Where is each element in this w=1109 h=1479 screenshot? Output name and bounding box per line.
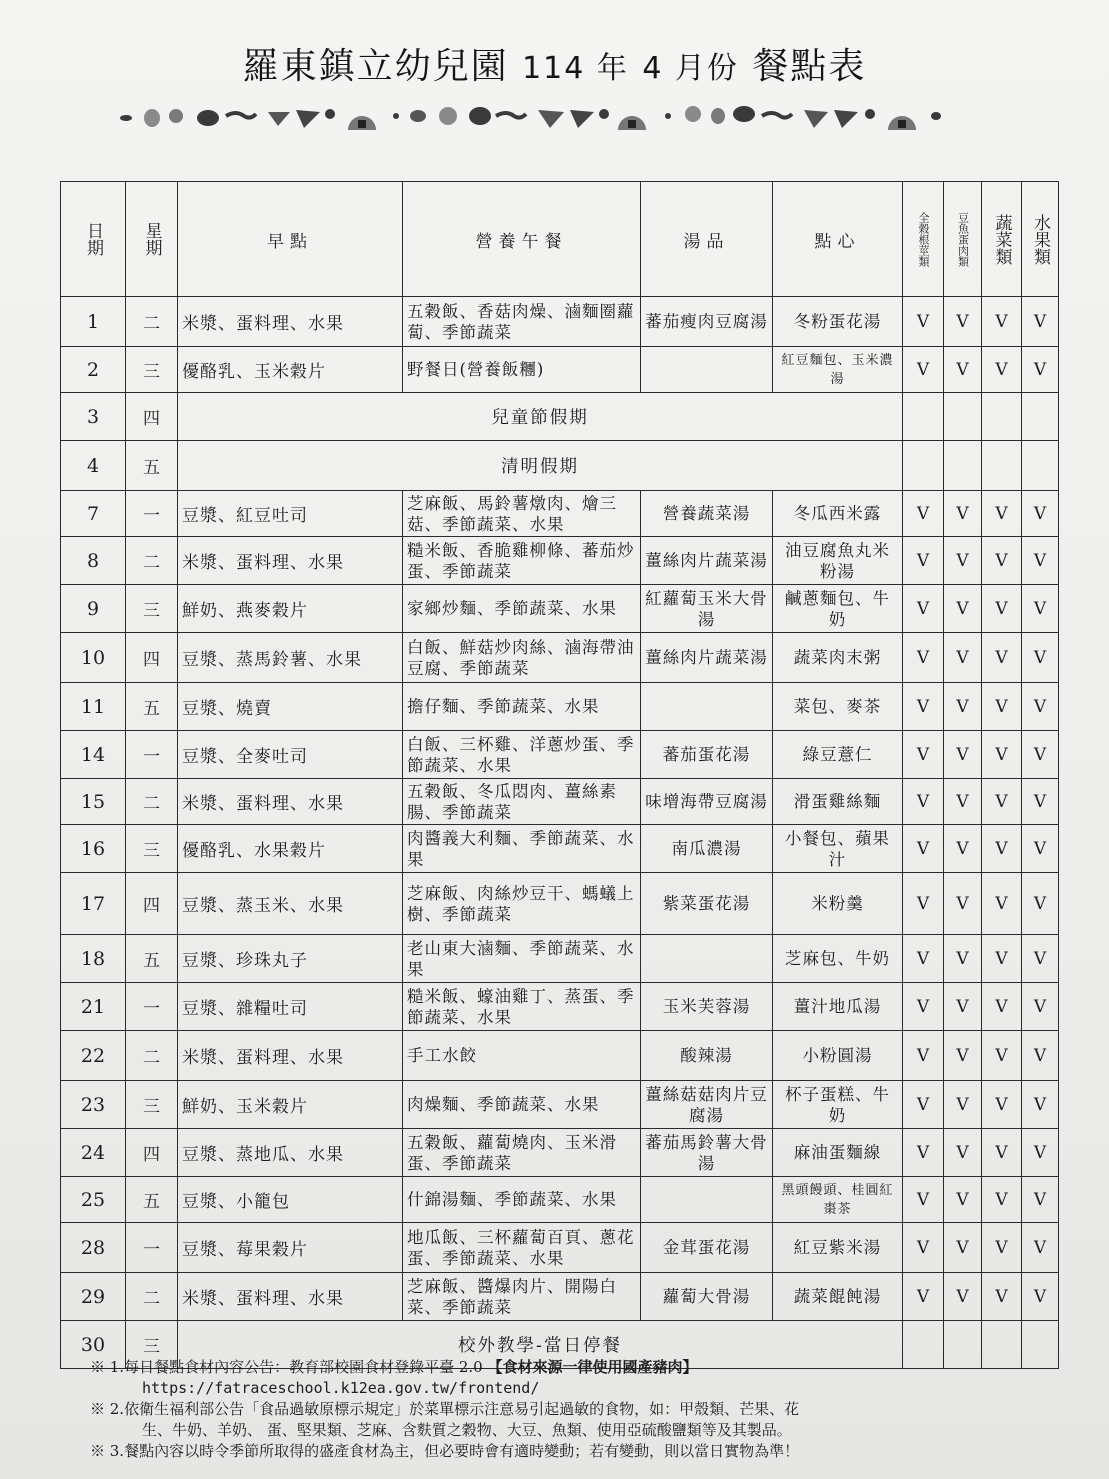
cell-check-protein: V — [944, 683, 982, 731]
cell-date: 3 — [61, 393, 126, 441]
cell-check-protein: V — [944, 1031, 982, 1081]
cell-breakfast: 鮮奶、燕麥穀片 — [178, 585, 403, 633]
cell-lunch: 肉燥麵、季節蔬菜、水果 — [403, 1081, 641, 1129]
cell-breakfast: 豆漿、莓果穀片 — [178, 1223, 403, 1273]
cell-check-vegetables: V — [982, 633, 1022, 683]
cell-check-grains: V — [903, 1177, 944, 1223]
cell-soup: 蕃茄蛋花湯 — [641, 731, 773, 779]
cell-lunch: 芝麻飯、馬鈴薯燉肉、燴三菇、季節蔬菜、水果 — [403, 491, 641, 537]
cell-check-vegetables: V — [982, 935, 1022, 983]
cell-check-grains: V — [903, 297, 944, 347]
decorative-border — [118, 100, 948, 136]
cell-soup: 蕃茄馬鈴薯大骨湯 — [641, 1129, 773, 1177]
table-row — [61, 1081, 1059, 1129]
note-2-line-1: ※ 2.依衛生福利部公告「食品過敏原標示規定」於菜單標示注意易引起過敏的食物，如：甲殼類、芒果、花 — [90, 1400, 800, 1418]
cell-soup: 薑絲肉片蔬菜湯 — [641, 537, 773, 585]
cell-date: 2 — [61, 347, 126, 393]
cell-check-vegetables: V — [982, 983, 1022, 1031]
cell-lunch: 糙米飯、香脆雞柳條、蕃茄炒蛋、季節蔬菜 — [403, 537, 641, 585]
cell-check-vegetables: V — [982, 1177, 1022, 1223]
table-row — [61, 585, 1059, 633]
cell-weekday: 一 — [126, 731, 178, 779]
table-row — [61, 537, 1059, 585]
cell-check-protein: V — [944, 537, 982, 585]
cell-check-fruit: V — [1022, 1177, 1059, 1223]
cell-check-vegetables: V — [982, 873, 1022, 935]
cell-snack: 杯子蛋糕、牛奶 — [773, 1081, 903, 1129]
cell-lunch: 五穀飯、冬瓜悶肉、薑絲素腸、季節蔬菜 — [403, 779, 641, 825]
cell-check-grains: V — [903, 935, 944, 983]
cell-breakfast: 優酪乳、水果穀片 — [178, 825, 403, 873]
cell-check-vegetables: V — [982, 347, 1022, 393]
header-soup: 湯品 — [641, 182, 773, 297]
table-row — [61, 1177, 1059, 1223]
cell-check-fruit: V — [1022, 537, 1059, 585]
cell-check-grains: V — [903, 1223, 944, 1273]
title-year: 114 年 — [522, 51, 629, 86]
table-row — [61, 491, 1059, 537]
cell-check-protein: V — [944, 935, 982, 983]
cell-check-protein: V — [944, 1129, 982, 1177]
cell-weekday: 五 — [126, 935, 178, 983]
cell-snack: 冬瓜西米露 — [773, 491, 903, 537]
cell-check-grains: V — [903, 983, 944, 1031]
cell-check-protein: V — [944, 633, 982, 683]
cell-check-fruit: V — [1022, 731, 1059, 779]
table-row — [61, 1223, 1059, 1273]
cell-date: 7 — [61, 491, 126, 537]
cell-soup: 蕃茄瘦肉豆腐湯 — [641, 297, 773, 347]
note-1-emphasis: 【食材來源一律使用國產豬肉】 — [487, 1358, 698, 1376]
cell-check-vegetables: V — [982, 825, 1022, 873]
cell-check-protein: V — [944, 297, 982, 347]
cell-check-protein: V — [944, 1177, 982, 1223]
cell-lunch: 手工水餃 — [403, 1031, 641, 1081]
cell-soup: 薑絲菇菇肉片豆腐湯 — [641, 1081, 773, 1129]
header-vegetables: 蔬菜類 — [982, 182, 1022, 297]
cell-soup: 薑絲肉片蔬菜湯 — [641, 633, 773, 683]
cell-check-grains: V — [903, 1031, 944, 1081]
cell-date: 30 — [61, 1321, 126, 1369]
cell-lunch: 擔仔麵、季節蔬菜、水果 — [403, 683, 641, 731]
menu-table — [60, 181, 1059, 1369]
cell-check-grains: V — [903, 585, 944, 633]
cell-lunch: 老山東大滷麵、季節蔬菜、水果 — [403, 935, 641, 983]
cell-check-fruit — [1022, 393, 1059, 441]
cell-date: 17 — [61, 873, 126, 935]
cell-snack: 蔬菜肉末粥 — [773, 633, 903, 683]
cell-snack: 蔬菜餛飩湯 — [773, 1273, 903, 1321]
cell-snack: 菜包、麥茶 — [773, 683, 903, 731]
cell-lunch: 糙米飯、蠔油雞丁、蒸蛋、季節蔬菜、水果 — [403, 983, 641, 1031]
cell-date: 11 — [61, 683, 126, 731]
cell-date: 15 — [61, 779, 126, 825]
note-2-line-2: 生、牛奶、羊奶、 蛋、堅果類、芝麻、含麩質之穀物、大豆、魚類、使用亞硫酸鹽類等及其製品。 — [142, 1421, 792, 1439]
cell-snack: 芝麻包、牛奶 — [773, 935, 903, 983]
cell-check-protein — [944, 441, 982, 491]
cell-lunch: 家鄉炒麵、季節蔬菜、水果 — [403, 585, 641, 633]
table-row — [61, 983, 1059, 1031]
cell-check-grains: V — [903, 1273, 944, 1321]
cell-lunch: 野餐日(營養飯糰) — [403, 347, 641, 393]
cell-snack: 油豆腐魚丸米粉湯 — [773, 537, 903, 585]
cell-check-grains: V — [903, 683, 944, 731]
cell-check-vegetables: V — [982, 1081, 1022, 1129]
header-protein: 豆魚蛋肉類 — [944, 182, 982, 297]
table-row — [61, 347, 1059, 393]
cell-check-protein: V — [944, 585, 982, 633]
table-row — [61, 731, 1059, 779]
cell-check-fruit: V — [1022, 633, 1059, 683]
table-row — [61, 1031, 1059, 1081]
cell-check-vegetables: V — [982, 1031, 1022, 1081]
cell-holiday-note: 校外教學-當日停餐 — [178, 1321, 903, 1369]
cell-weekday: 五 — [126, 1177, 178, 1223]
cell-weekday: 四 — [126, 1129, 178, 1177]
note-1 — [90, 1357, 1080, 1378]
cell-breakfast: 豆漿、珍珠丸子 — [178, 935, 403, 983]
cell-check-fruit: V — [1022, 1031, 1059, 1081]
cell-check-vegetables: V — [982, 297, 1022, 347]
cell-snack: 紅豆紫米湯 — [773, 1223, 903, 1273]
cell-check-vegetables — [982, 393, 1022, 441]
cell-check-grains: V — [903, 779, 944, 825]
cell-soup — [641, 935, 773, 983]
header-lunch: 營養午餐 — [403, 182, 641, 297]
cell-snack: 小餐包、蘋果汁 — [773, 825, 903, 873]
cell-soup: 南瓜濃湯 — [641, 825, 773, 873]
title-month: 4 月份 — [642, 51, 739, 86]
cell-check-vegetables: V — [982, 731, 1022, 779]
cell-check-fruit: V — [1022, 935, 1059, 983]
cell-weekday: 五 — [126, 683, 178, 731]
cell-soup — [641, 683, 773, 731]
cell-check-fruit: V — [1022, 983, 1059, 1031]
cell-check-grains: V — [903, 1129, 944, 1177]
cell-breakfast: 米漿、蛋料理、水果 — [178, 537, 403, 585]
title-sub: 餐點表 — [752, 46, 867, 87]
cell-check-vegetables: V — [982, 779, 1022, 825]
cell-check-protein: V — [944, 983, 982, 1031]
cell-soup: 玉米芙蓉湯 — [641, 983, 773, 1031]
cell-check-vegetables: V — [982, 1129, 1022, 1177]
cell-lunch: 白飯、三杯雞、洋蔥炒蛋、季節蔬菜、水果 — [403, 731, 641, 779]
cell-weekday: 四 — [126, 393, 178, 441]
cell-date: 28 — [61, 1223, 126, 1273]
cell-check-grains — [903, 393, 944, 441]
cell-date: 10 — [61, 633, 126, 683]
cell-weekday: 三 — [126, 585, 178, 633]
table-row — [61, 683, 1059, 731]
cell-check-protein — [944, 393, 982, 441]
cell-weekday: 四 — [126, 633, 178, 683]
cell-weekday: 二 — [126, 1273, 178, 1321]
cell-weekday: 四 — [126, 873, 178, 935]
cell-lunch: 五穀飯、香菇肉燥、滷麵圈蘿蔔、季節蔬菜 — [403, 297, 641, 347]
cell-weekday: 二 — [126, 1031, 178, 1081]
cell-snack: 冬粉蛋花湯 — [773, 297, 903, 347]
menu-body — [61, 297, 1059, 1369]
cell-breakfast: 鮮奶、玉米穀片 — [178, 1081, 403, 1129]
cell-lunch: 地瓜飯、三杯蘿蔔百頁、蔥花蛋、季節蔬菜、水果 — [403, 1223, 641, 1273]
cell-check-fruit: V — [1022, 1223, 1059, 1273]
cell-date: 25 — [61, 1177, 126, 1223]
cell-date: 4 — [61, 441, 126, 491]
cell-check-protein: V — [944, 825, 982, 873]
cell-breakfast: 米漿、蛋料理、水果 — [178, 1273, 403, 1321]
header-weekday: 星期 — [126, 182, 178, 297]
cell-check-grains: V — [903, 633, 944, 683]
cell-check-grains: V — [903, 537, 944, 585]
cell-check-grains — [903, 441, 944, 491]
note-1-url: https://fatraceschool.k12ea.gov.tw/frontend/ — [142, 1379, 540, 1397]
cell-breakfast: 米漿、蛋料理、水果 — [178, 779, 403, 825]
cell-check-protein: V — [944, 731, 982, 779]
cell-soup: 金茸蛋花湯 — [641, 1223, 773, 1273]
cell-check-fruit: V — [1022, 1273, 1059, 1321]
cell-check-grains: V — [903, 731, 944, 779]
cell-check-fruit: V — [1022, 873, 1059, 935]
cell-check-protein: V — [944, 347, 982, 393]
cell-weekday: 二 — [126, 779, 178, 825]
cell-check-fruit: V — [1022, 1129, 1059, 1177]
cell-weekday: 一 — [126, 491, 178, 537]
table-row — [61, 297, 1059, 347]
cell-check-fruit: V — [1022, 1081, 1059, 1129]
cell-weekday: 三 — [126, 347, 178, 393]
table-row — [61, 935, 1059, 983]
notes — [90, 1357, 1080, 1462]
cell-check-grains: V — [903, 347, 944, 393]
cell-lunch: 芝麻飯、肉絲炒豆干、螞蟻上樹、季節蔬菜 — [403, 873, 641, 935]
cell-date: 14 — [61, 731, 126, 779]
cell-lunch: 五穀飯、蘿蔔燒肉、玉米滑蛋、季節蔬菜 — [403, 1129, 641, 1177]
cell-lunch: 肉醬義大利麵、季節蔬菜、水果 — [403, 825, 641, 873]
cell-breakfast: 豆漿、小籠包 — [178, 1177, 403, 1223]
cell-check-fruit: V — [1022, 779, 1059, 825]
cell-date: 21 — [61, 983, 126, 1031]
cell-snack: 米粉羹 — [773, 873, 903, 935]
table-row — [61, 1129, 1059, 1177]
cell-snack: 麻油蛋麵線 — [773, 1129, 903, 1177]
cell-snack: 小粉圓湯 — [773, 1031, 903, 1081]
table-row — [61, 441, 1059, 491]
cell-lunch: 芝麻飯、醬爆肉片、開陽白菜、季節蔬菜 — [403, 1273, 641, 1321]
cell-date: 1 — [61, 297, 126, 347]
cell-breakfast: 豆漿、雜糧吐司 — [178, 983, 403, 1031]
cell-soup: 酸辣湯 — [641, 1031, 773, 1081]
cell-lunch: 白飯、鮮菇炒肉絲、滷海帶油豆腐、季節蔬菜 — [403, 633, 641, 683]
cell-soup: 紫菜蛋花湯 — [641, 873, 773, 935]
cell-date: 9 — [61, 585, 126, 633]
table-row — [61, 1273, 1059, 1321]
cell-weekday: 三 — [126, 1081, 178, 1129]
cell-soup — [641, 347, 773, 393]
cell-check-fruit: V — [1022, 297, 1059, 347]
cell-check-protein: V — [944, 1223, 982, 1273]
table-row — [61, 393, 1059, 441]
page-title — [0, 38, 1109, 89]
cell-weekday: 三 — [126, 825, 178, 873]
cell-soup: 營養蔬菜湯 — [641, 491, 773, 537]
title-kindergarten: 羅東鎮立幼兒園 — [242, 46, 509, 87]
cell-check-grains: V — [903, 825, 944, 873]
cell-check-protein: V — [944, 873, 982, 935]
cell-check-fruit — [1022, 441, 1059, 491]
cell-date: 16 — [61, 825, 126, 873]
table-row — [61, 873, 1059, 935]
cell-check-protein: V — [944, 779, 982, 825]
cell-breakfast: 豆漿、蒸馬鈴薯、水果 — [178, 633, 403, 683]
cell-snack: 薑汁地瓜湯 — [773, 983, 903, 1031]
cell-snack: 鹹蔥麵包、牛奶 — [773, 585, 903, 633]
cell-weekday: 二 — [126, 297, 178, 347]
note-1-text: ※ 1.每日餐點食材內容公告：教育部校園食材登錄平臺 2.0 — [90, 1358, 483, 1376]
cell-holiday-note: 清明假期 — [178, 441, 903, 491]
cell-date: 8 — [61, 537, 126, 585]
header-snack: 點心 — [773, 182, 903, 297]
cell-snack: 滑蛋雞絲麵 — [773, 779, 903, 825]
cell-check-vegetables: V — [982, 683, 1022, 731]
cell-check-protein: V — [944, 1273, 982, 1321]
cell-date: 18 — [61, 935, 126, 983]
cell-check-vegetables — [982, 441, 1022, 491]
cell-breakfast: 豆漿、蒸地瓜、水果 — [178, 1129, 403, 1177]
cell-weekday: 一 — [126, 983, 178, 1031]
cell-snack: 綠豆薏仁 — [773, 731, 903, 779]
cell-breakfast: 豆漿、紅豆吐司 — [178, 491, 403, 537]
cell-check-fruit: V — [1022, 585, 1059, 633]
cell-breakfast: 豆漿、蒸玉米、水果 — [178, 873, 403, 935]
cell-check-grains: V — [903, 873, 944, 935]
table-row — [61, 779, 1059, 825]
header-fruit: 水果類 — [1022, 182, 1059, 297]
cell-weekday: 二 — [126, 537, 178, 585]
cell-check-fruit: V — [1022, 491, 1059, 537]
header-grains: 全穀根莖類 — [903, 182, 944, 297]
note-3: ※ 3.餐點內容以時令季節所取得的盛產食材為主，但必要時會有適時變動；若有變動，則以當日實物為準！ — [90, 1442, 800, 1460]
cell-check-fruit: V — [1022, 347, 1059, 393]
cell-check-vegetables: V — [982, 585, 1022, 633]
cell-snack: 黑頭饅頭、桂圓紅棗茶 — [773, 1177, 903, 1223]
table-row — [61, 633, 1059, 683]
table-row — [61, 825, 1059, 873]
cell-check-vegetables: V — [982, 1223, 1022, 1273]
cell-breakfast: 豆漿、燒賣 — [178, 683, 403, 731]
cell-check-fruit: V — [1022, 825, 1059, 873]
header-date: 日期 — [61, 182, 126, 297]
cell-soup — [641, 1177, 773, 1223]
cell-breakfast: 優酪乳、玉米穀片 — [178, 347, 403, 393]
cell-weekday: 一 — [126, 1223, 178, 1273]
header-row — [61, 182, 1059, 297]
cell-check-grains: V — [903, 491, 944, 537]
cell-breakfast: 米漿、蛋料理、水果 — [178, 1031, 403, 1081]
cell-date: 29 — [61, 1273, 126, 1321]
cell-check-protein: V — [944, 491, 982, 537]
cell-check-fruit: V — [1022, 683, 1059, 731]
cell-check-vegetables: V — [982, 1273, 1022, 1321]
cell-soup: 蘿蔔大骨湯 — [641, 1273, 773, 1321]
cell-soup: 紅蘿蔔玉米大骨湯 — [641, 585, 773, 633]
cell-date: 24 — [61, 1129, 126, 1177]
cell-date: 23 — [61, 1081, 126, 1129]
cell-date: 22 — [61, 1031, 126, 1081]
cell-check-vegetables: V — [982, 537, 1022, 585]
cell-breakfast: 米漿、蛋料理、水果 — [178, 297, 403, 347]
cell-soup: 味增海帶豆腐湯 — [641, 779, 773, 825]
cell-holiday-note: 兒童節假期 — [178, 393, 903, 441]
cell-snack: 紅豆麵包、玉米濃湯 — [773, 347, 903, 393]
cell-breakfast: 豆漿、全麥吐司 — [178, 731, 403, 779]
cell-check-protein: V — [944, 1081, 982, 1129]
cell-weekday: 三 — [126, 1321, 178, 1369]
header-breakfast: 早點 — [178, 182, 403, 297]
cell-weekday: 五 — [126, 441, 178, 491]
cell-lunch: 什錦湯麵、季節蔬菜、水果 — [403, 1177, 641, 1223]
cell-check-grains: V — [903, 1081, 944, 1129]
cell-check-vegetables: V — [982, 491, 1022, 537]
